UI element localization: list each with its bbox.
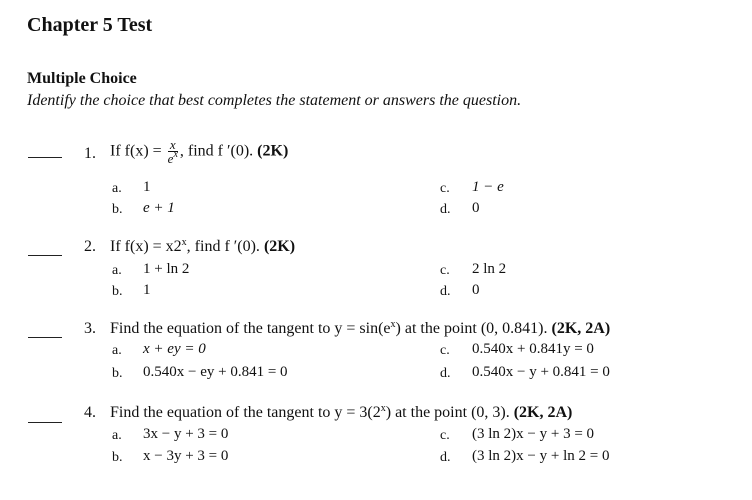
exponent: x — [380, 403, 386, 414]
question-suffix: , find f ′(0). — [186, 238, 260, 255]
choice-label-a: a. — [112, 181, 122, 196]
choice-label-a: a. — [112, 263, 122, 278]
question-prefix: Find the equation of the tangent to y = sin(e — [110, 320, 391, 337]
question-suffix: ) at the point (0, 3). — [385, 404, 510, 421]
question-suffix: , find f ′(0). — [179, 142, 254, 160]
question-number: 3. — [84, 320, 96, 337]
question-text — [110, 404, 572, 422]
choice-label-c: c. — [440, 181, 450, 196]
question-marks: (2K, 2A) — [551, 320, 611, 337]
choice-c[interactable]: 0.540x + 0.841y = 0 — [472, 341, 594, 357]
choice-label-b: b. — [112, 450, 123, 465]
fraction-denominator: e — [167, 151, 174, 166]
exponent: x — [390, 319, 396, 330]
question-text — [110, 138, 288, 166]
answer-blank-4[interactable] — [28, 422, 62, 423]
question-prefix: Find the equation of the tangent to y = 3(2 — [110, 404, 381, 421]
choice-a[interactable]: x + ey = 0 — [143, 341, 206, 357]
instructions: Identify the choice that best completes the statement or answers the question. — [27, 92, 522, 109]
choice-label-b: b. — [112, 284, 123, 299]
choice-label-d: d. — [440, 450, 451, 465]
choice-d[interactable]: 0 — [472, 282, 480, 298]
choice-b[interactable]: x − 3y + 3 = 0 — [143, 448, 229, 464]
choice-c[interactable]: 2 ln 2 — [472, 261, 507, 277]
exponent: x — [181, 237, 187, 248]
choice-label-a: a. — [112, 428, 122, 443]
question-marks: (2K) — [257, 142, 289, 160]
choice-label-d: d. — [440, 366, 451, 381]
exponent: x — [173, 149, 178, 160]
fraction — [168, 138, 178, 166]
choice-c[interactable]: 1 − e — [472, 179, 504, 195]
choice-a[interactable]: 3x − y + 3 = 0 — [143, 426, 229, 442]
choice-b[interactable]: e + 1 — [143, 200, 175, 216]
fraction-numerator: x — [168, 138, 178, 152]
question-number: 4. — [84, 404, 96, 421]
choice-c[interactable]: (3 ln 2)x − y + 3 = 0 — [472, 426, 595, 442]
question-prefix: If f(x) = — [110, 142, 162, 160]
question-suffix: ) at the point (0, 0.841). — [395, 320, 548, 337]
choice-b[interactable]: 1 — [143, 282, 151, 298]
choice-label-b: b. — [112, 366, 123, 381]
question-marks: (2K, 2A) — [513, 404, 573, 421]
choice-label-c: c. — [440, 263, 450, 278]
answer-blank-2[interactable] — [28, 255, 62, 256]
choice-label-b: b. — [112, 202, 123, 217]
choice-d[interactable]: (3 ln 2)x − y + ln 2 = 0 — [472, 448, 610, 464]
answer-blank-3[interactable] — [28, 337, 62, 338]
choice-label-d: d. — [440, 284, 451, 299]
answer-blank-1[interactable] — [28, 157, 62, 158]
question-number: 2. — [84, 238, 96, 255]
page-title: Chapter 5 Test — [27, 14, 153, 36]
section-heading: Multiple Choice — [27, 70, 137, 87]
question-marks: (2K) — [263, 238, 296, 255]
question-number: 1. — [84, 145, 96, 162]
choice-a[interactable]: 1 — [143, 179, 151, 195]
question-prefix: If f(x) = x2 — [110, 238, 182, 255]
choice-d[interactable]: 0.540x − y + 0.841 = 0 — [472, 364, 610, 380]
choice-label-d: d. — [440, 202, 451, 217]
choice-label-a: a. — [112, 343, 122, 358]
choice-b[interactable]: 0.540x − ey + 0.841 = 0 — [143, 364, 288, 380]
question-text — [110, 238, 295, 256]
question-text — [110, 320, 610, 338]
choice-a[interactable]: 1 + ln 2 — [143, 261, 190, 277]
choice-label-c: c. — [440, 428, 450, 443]
choice-label-c: c. — [440, 343, 450, 358]
choice-d[interactable]: 0 — [472, 200, 480, 216]
